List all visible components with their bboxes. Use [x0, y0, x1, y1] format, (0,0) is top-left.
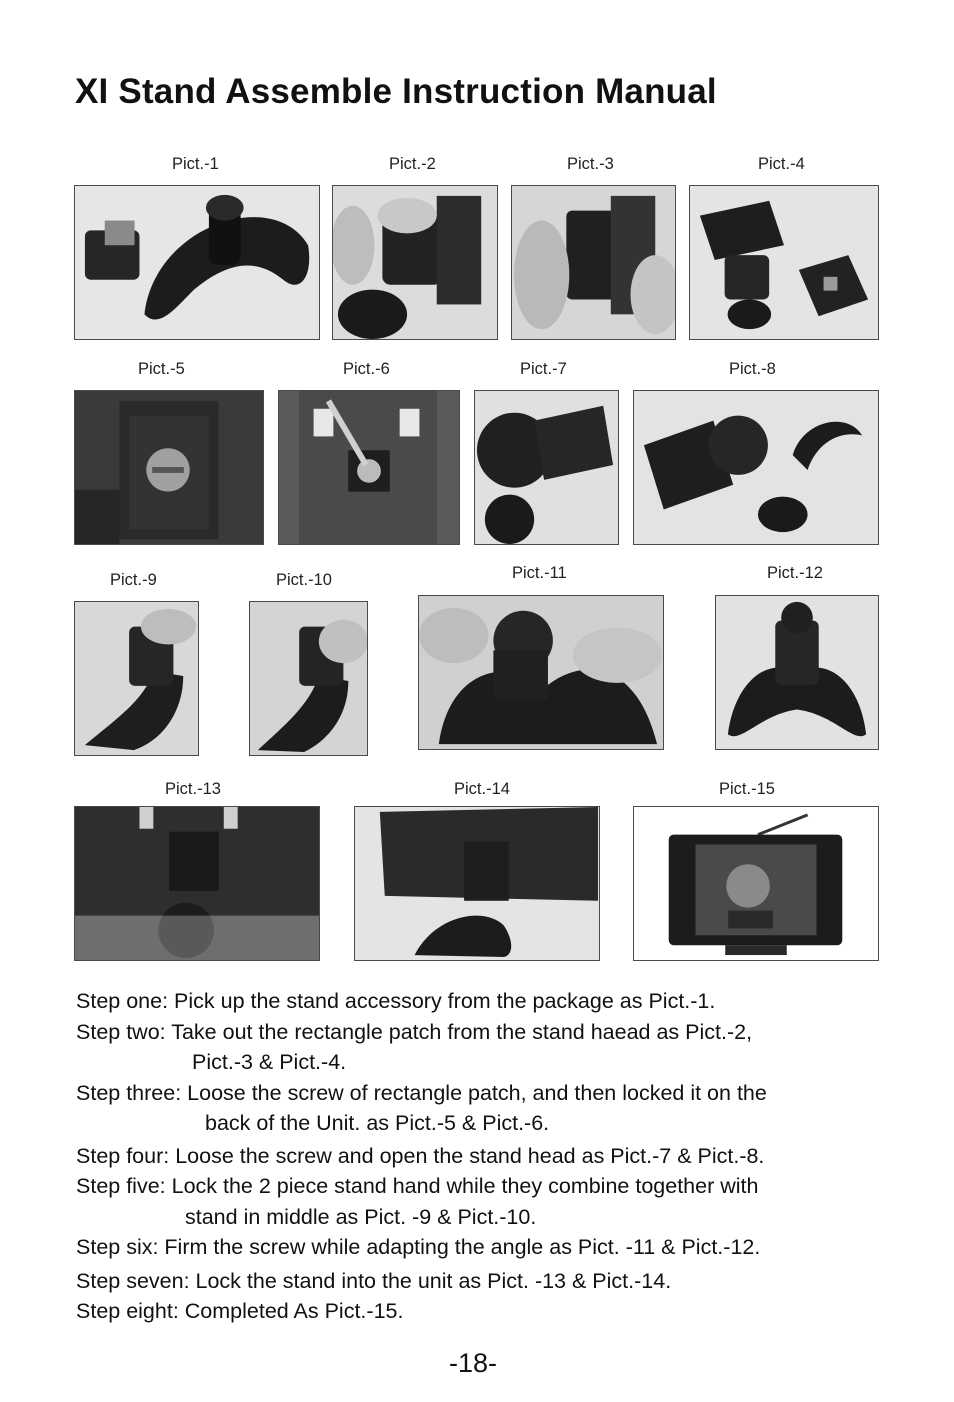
photo-pict-14: [354, 806, 600, 961]
photo-pict-9: [74, 601, 199, 756]
caption-pict-2: Pict.-2: [389, 155, 436, 173]
caption-pict-13: Pict.-13: [165, 780, 221, 798]
opened-stand-head-photo-icon: [634, 391, 878, 544]
photo-pict-11: [418, 595, 664, 750]
stand-into-unit-rear-photo-icon: [75, 807, 319, 960]
unit-on-stand-side-photo-icon: [355, 807, 599, 960]
step-three-continuation: back of the Unit. as Pict.-5 & Pict.-6.: [205, 1111, 550, 1135]
removing-patch-photo-icon: [512, 186, 675, 339]
step-five: Step five: Lock the 2 piece stand hand while they combine together with: [76, 1174, 759, 1198]
step-four: Step four: Loose the screw and open the stand head as Pict.-7 & Pict.-8.: [76, 1143, 765, 1168]
photo-pict-8: [633, 390, 879, 545]
photo-pict-4: [689, 185, 879, 340]
stand-hand-combine-photo-icon: [250, 602, 367, 755]
photo-pict-12: [715, 595, 879, 750]
photo-pict-6: [278, 390, 460, 545]
caption-pict-11: Pict.-11: [512, 564, 567, 582]
photo-pict-15: [633, 806, 879, 961]
step-three: Step three: Loose the screw of rectangle patch, and then locked it on the: [76, 1080, 767, 1105]
caption-pict-6: Pict.-6: [343, 360, 390, 378]
caption-pict-12: Pict.-12: [767, 564, 823, 582]
photo-pict-5: [74, 390, 264, 545]
photo-pict-2: [332, 185, 498, 340]
caption-pict-1: Pict.-1: [172, 155, 219, 173]
caption-pict-14: Pict.-14: [454, 780, 510, 798]
caption-pict-15: Pict.-15: [719, 780, 775, 798]
hand-holding-stand-head-photo-icon: [333, 186, 497, 339]
caption-pict-7: Pict.-7: [520, 360, 567, 378]
caption-pict-8: Pict.-8: [729, 360, 776, 378]
stand-head-and-patch-photo-icon: [690, 186, 878, 339]
caption-pict-9: Pict.-9: [110, 571, 157, 589]
step-one: Step one: Pick up the stand accessory from the package as Pict.-1.: [76, 989, 716, 1013]
stand-head-ball-photo-icon: [475, 391, 618, 544]
screwdriver-on-unit-back-photo-icon: [279, 391, 459, 544]
completed-tv-photo-icon: [634, 807, 878, 960]
caption-pict-5: Pict.-5: [138, 360, 185, 378]
caption-pict-10: Pict.-10: [276, 571, 332, 589]
caption-pict-4: Pict.-4: [758, 155, 805, 173]
caption-pict-3: Pict.-3: [567, 155, 614, 173]
step-two-continuation: Pict.-3 & Pict.-4.: [192, 1050, 347, 1074]
step-six: Step six: Firm the screw while adapting the angle as Pict. -11 & Pict.-12.: [76, 1235, 761, 1259]
photo-pict-13: [74, 806, 320, 961]
step-eight: Step eight: Completed As Pict.-15.: [76, 1299, 404, 1323]
page-title: XI Stand Assemble Instruction Manual: [75, 72, 717, 111]
photo-pict-10: [249, 601, 368, 756]
stand-base-photo-icon: [75, 186, 319, 339]
firm-screw-photo-icon: [419, 596, 663, 749]
step-instructions: [76, 986, 767, 1327]
photo-pict-7: [474, 390, 619, 545]
photo-pict-3: [511, 185, 676, 340]
patch-screw-closeup-photo-icon: [75, 391, 263, 544]
step-seven: Step seven: Lock the stand into the unit as Pict. -13 & Pict.-14.: [76, 1268, 672, 1293]
page-number: -18-: [449, 1348, 498, 1378]
stand-hand-lock-photo-icon: [75, 602, 198, 755]
step-two: Step two: Take out the rectangle patch from the stand haead as Pict.-2,: [76, 1019, 753, 1044]
step-five-continuation: stand in middle as Pict. -9 & Pict.-10.: [185, 1204, 537, 1229]
photo-pict-1: [74, 185, 320, 340]
assembled-stand-photo-icon: [716, 596, 878, 749]
